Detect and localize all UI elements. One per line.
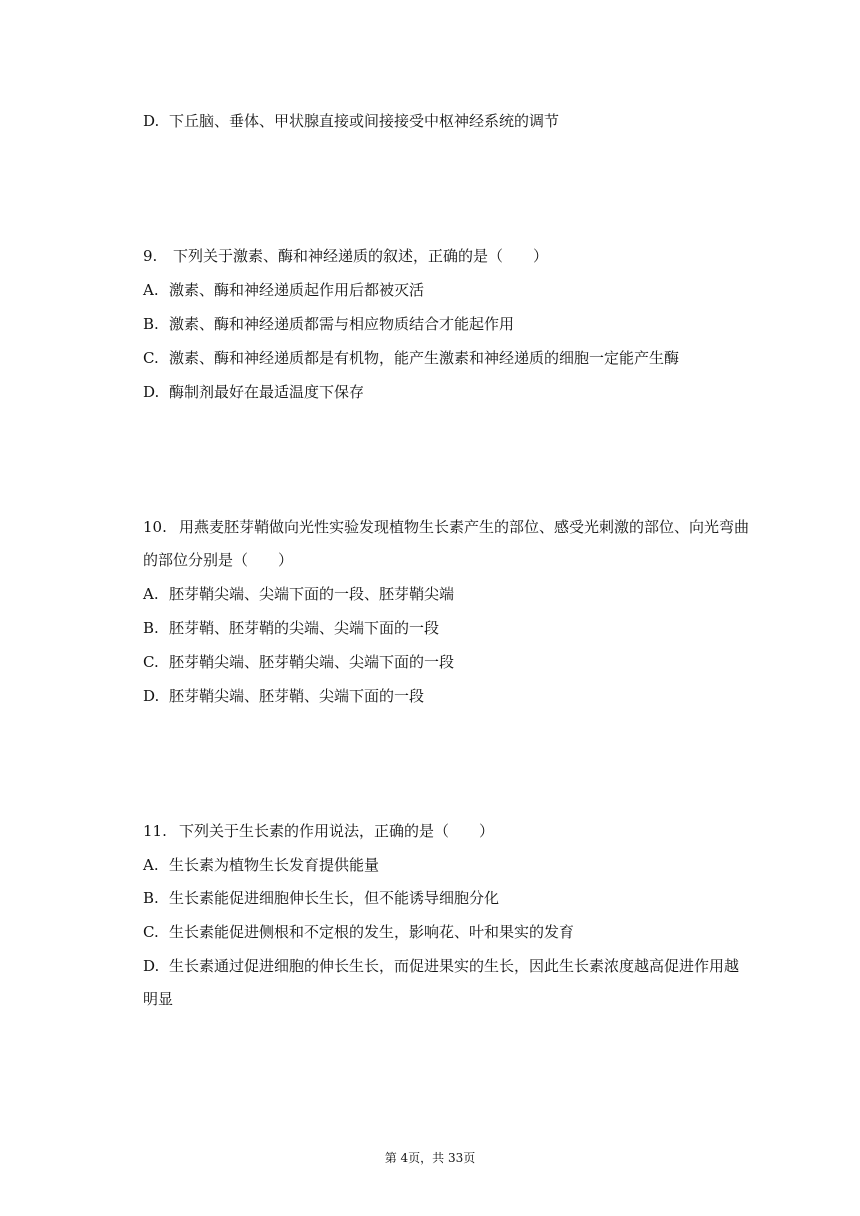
q10-stem-line1: [143, 517, 783, 537]
option-text: 胚芽鞘尖端、胚芽鞘尖端、尖端下面的一段: [169, 653, 455, 671]
q11-option-a: [143, 855, 783, 875]
q9-option-b: [143, 314, 783, 334]
question-stem: 下列关于生长素的作用说法，正确的是（ ）: [179, 822, 495, 840]
option-label: C.: [143, 349, 159, 367]
q11-stem: [143, 821, 783, 841]
q11-option-b: [143, 888, 783, 908]
q10-option-a: [143, 584, 783, 604]
option-label: D.: [143, 687, 160, 705]
question-number: 9.: [143, 247, 158, 265]
q10-option-b: [143, 618, 783, 638]
q11-option-d: [143, 956, 783, 976]
option-label: A.: [143, 585, 159, 603]
option-text: 下丘脑、垂体、甲状腺直接或间接接受中枢神经系统的调节: [169, 112, 560, 130]
option-text-continuation: 明显: [143, 990, 174, 1008]
option-text: 胚芽鞘、胚芽鞘的尖端、尖端下面的一段: [169, 619, 440, 637]
option-label: C.: [143, 923, 159, 941]
option-label: B.: [143, 315, 159, 333]
q11-option-c: [143, 922, 783, 942]
option-label: D.: [143, 957, 160, 975]
option-text: 生长素能促进细胞伸长生长，但不能诱导细胞分化: [169, 889, 500, 907]
q10-option-d: [143, 686, 783, 706]
q8-option-d: [143, 111, 783, 131]
question-stem: 用燕麦胚芽鞘做向光性实验发现植物生长素产生的部位、感受光刺激的部位、向光弯曲: [179, 518, 750, 536]
option-text: 生长素通过促进细胞的伸长生长，而促进果实的生长，因此生长素浓度越高促进作用越: [169, 957, 740, 975]
option-label: A.: [143, 856, 159, 874]
q10-option-c: [143, 652, 783, 672]
option-text: 激素、酶和神经递质都是有机物，能产生激素和神经递质的细胞一定能产生酶: [169, 349, 680, 367]
question-stem: 下列关于激素、酶和神经递质的叙述，正确的是（ ）: [173, 247, 549, 265]
option-text: 胚芽鞘尖端、胚芽鞘、尖端下面的一段: [169, 687, 425, 705]
option-label: A.: [143, 281, 159, 299]
option-text: 激素、酶和神经递质都需与相应物质结合才能起作用: [169, 315, 515, 333]
q9-option-a: [143, 280, 783, 300]
option-label: C.: [143, 653, 159, 671]
q9-option-d: [143, 382, 783, 402]
option-text: 生长素为植物生长发育提供能量: [169, 856, 380, 874]
page-number-footer: 第 4页，共 33页: [384, 1151, 476, 1165]
q11-option-d-continuation: [143, 989, 783, 1009]
q10-stem-line2: [143, 550, 783, 570]
question-number: 11.: [143, 822, 167, 840]
option-label: D.: [143, 112, 160, 130]
option-label: D.: [143, 383, 160, 401]
question-number: 10.: [143, 518, 167, 536]
option-label: B.: [143, 889, 159, 907]
q9-option-c: [143, 348, 783, 368]
option-text: 酶制剂最好在最适温度下保存: [169, 383, 365, 401]
option-label: B.: [143, 619, 159, 637]
option-text: 胚芽鞘尖端、尖端下面的一段、胚芽鞘尖端: [169, 585, 455, 603]
option-text: 激素、酶和神经递质起作用后都被灭活: [169, 281, 425, 299]
option-text: 生长素能促进侧根和不定根的发生，影响花、叶和果实的发育: [169, 923, 575, 941]
question-stem-continuation: 的部位分别是（ ）: [143, 551, 294, 569]
q9-stem: [143, 246, 783, 266]
